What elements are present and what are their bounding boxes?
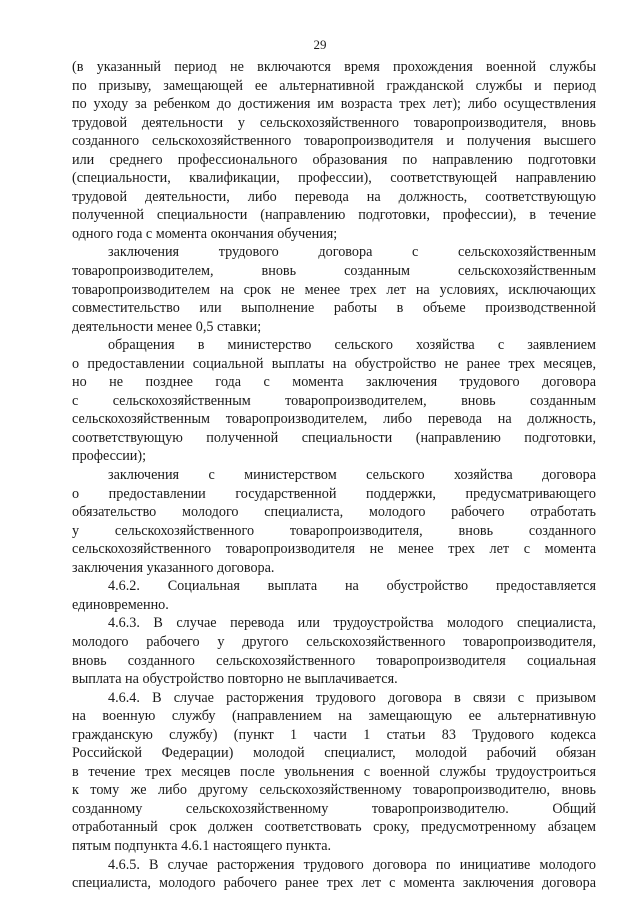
text-line: в течение трех месяцев после увольнения с военной службы трудоустроиться xyxy=(72,763,596,780)
text-line: (специальности, квалификации, профессии), соответствующей направлению xyxy=(72,170,596,187)
text-line: обязательство молодого специалиста, молодого рабочего отработать xyxy=(72,504,596,521)
text-line: специалиста, молодого рабочего ранее трех лет с момента заключения договора xyxy=(72,875,596,892)
text-line: вновь созданного сельскохозяйственного товаропроизводителя социальная xyxy=(72,652,596,669)
text-line: молодого рабочего у другого сельскохозяйственного товаропроизводителя, xyxy=(72,633,596,650)
text-line: товаропроизводителем, вновь созданным сельскохозяйственным xyxy=(72,263,596,280)
text-line: соответствующую полученной специальности (направлению подготовки, xyxy=(72,429,596,446)
text-line: к тому же либо другому сельскохозяйственному товаропроизводителю, вновь xyxy=(72,782,596,799)
paragraph-p3 xyxy=(72,336,596,466)
text-line: (в указанный период не включаются время прохождения военной службы xyxy=(72,59,596,75)
paragraph-p4 xyxy=(72,466,596,577)
text-line: выплата на обустройство повторно не выплачивается. xyxy=(72,671,398,688)
text-line: заключения трудового договора с сельскохозяйственным xyxy=(108,244,596,261)
text-line: трудовой деятельности, либо перевода на должность, соответствующую xyxy=(72,188,596,205)
text-line: по уходу за ребенком до достижения им возраста трех лет); либо осуществления xyxy=(72,96,596,113)
paragraph-p2 xyxy=(72,243,596,336)
document-body xyxy=(72,58,596,893)
text-line: о предоставлении социальной выплаты на обустройство не ранее трех месяцев, xyxy=(72,355,596,372)
text-line: обращения в министерство сельского хозяйства с заявлением xyxy=(108,337,596,354)
text-line: сельскохозяйственного товаропроизводителя не менее трех лет с момента xyxy=(72,541,596,558)
text-line: профессии); xyxy=(72,448,147,465)
text-line: заключения с министерством сельского хозяйства договора xyxy=(108,467,596,484)
paragraph-p1 xyxy=(72,58,596,243)
text-line: гражданскую службу) (пункт 1 части 1 статьи 83 Трудового кодекса xyxy=(72,726,596,743)
text-line: пятым подпункта 4.6.1 настоящего пункта. xyxy=(72,837,332,854)
text-line: заключения указанного договора. xyxy=(72,559,275,576)
text-line: с сельскохозяйственным товаропроизводителем, вновь созданным xyxy=(72,392,596,409)
text-line: одного года с момента окончания обучения; xyxy=(72,225,338,242)
text-line: товаропроизводителем на срок не менее трех лет на условиях, исключающих xyxy=(72,281,596,298)
text-line: полученной специальности (направлению подготовки, профессии), в течение xyxy=(72,207,596,224)
text-line: 4.6.4. В случае расторжения трудового договора в связи с призывом xyxy=(108,689,596,706)
page-number: 29 xyxy=(313,37,327,52)
paragraph-p8 xyxy=(72,856,596,893)
text-line: но не позднее года с момента заключения трудового договора xyxy=(72,374,596,391)
text-line: 4.6.2. Социальная выплата на обустройство предоставляется xyxy=(108,578,596,595)
paragraph-p6 xyxy=(72,614,596,688)
text-line: по призыву, замещающей ее альтернативной гражданской службы и период xyxy=(72,77,596,94)
text-line: деятельности менее 0,5 ставки; xyxy=(72,318,262,335)
text-line: на военную службу (направлением на замещающую ее альтернативную xyxy=(72,708,596,725)
text-line: Российской Федерации) молодой специалист, молодой рабочий обязан xyxy=(72,745,596,762)
text-line: единовременно. xyxy=(72,596,169,613)
text-line: или среднего профессионального образования по направлению подготовки xyxy=(72,151,596,168)
text-line: совместительство или выполнение работы в объеме производственной xyxy=(72,300,596,317)
text-line: созданному сельскохозяйственному товаропроизводителю. Общий xyxy=(72,800,596,817)
text-line: отработанный срок должен соответствовать сроку, предусмотренному абзацем xyxy=(72,819,596,836)
text-line: о предоставлении государственной поддержки, предусматривающего xyxy=(72,485,596,502)
text-line: созданного сельскохозяйственного товаропроизводителя и получения высшего xyxy=(72,133,596,150)
text-line: 4.6.5. В случае расторжения трудового договора по инициативе молодого xyxy=(108,856,596,873)
text-line: сельскохозяйственным товаропроизводителем, либо перевода на должность, xyxy=(72,411,596,428)
text-line: 4.6.3. В случае перевода или трудоустройства молодого специалиста, xyxy=(108,615,596,632)
paragraph-p7 xyxy=(72,689,596,856)
paragraph-p5 xyxy=(72,577,596,614)
text-line: трудовой деятельности у сельскохозяйственного товаропроизводителя, вновь xyxy=(72,114,596,131)
text-line: у сельскохозяйственного товаропроизводителя, вновь созданного xyxy=(72,522,596,539)
